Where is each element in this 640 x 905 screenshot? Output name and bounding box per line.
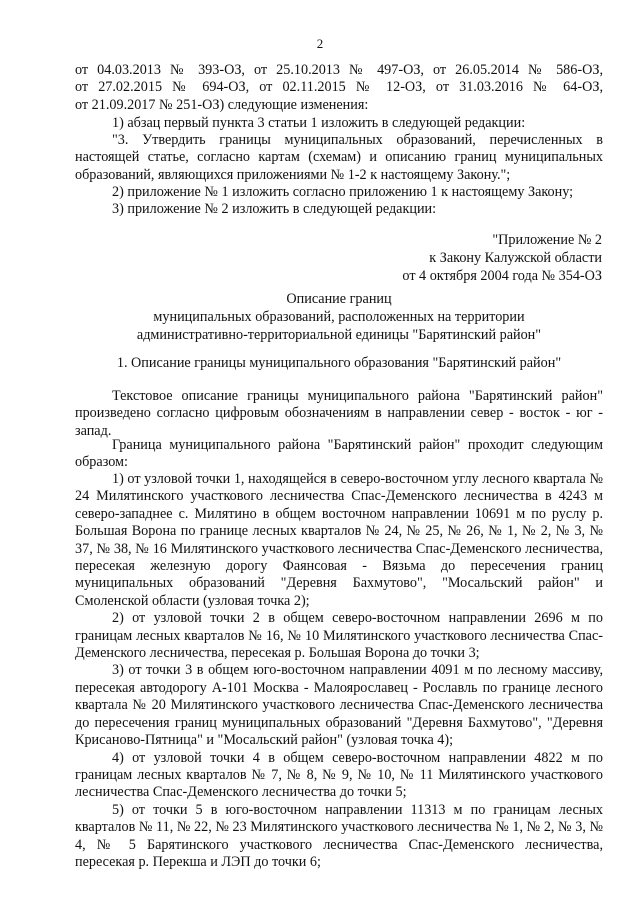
intro-line: от 21.09.2017 № 251-ОЗ) следующие изменения:: [75, 96, 369, 113]
item-3: 3) приложение № 2 изложить в следующей редакции:: [112, 201, 437, 217]
intro-line: от 27.02.2015 № 694-ОЗ, от 02.11.2015 № 12-ОЗ, от 31.03.2016 № 64-ОЗ,: [75, 79, 603, 96]
boundary-point: 2) от узловой точки 2 в общем северо-восточном направлении 2696 м по границам лесных кварталов № 16, № 10 Милятинского участкового лесничества Спас-Деменского лесничества, пересекая р. Большая Ворона до точки 3;: [75, 610, 603, 662]
appendix-line: от 4 октября 2004 года № 354-ОЗ: [402, 268, 602, 284]
title-line: муниципальных образований, расположенных на территории: [153, 309, 525, 325]
item-2: 2) приложение № 1 изложить согласно приложению 1 к настоящему Закону;: [112, 184, 574, 200]
boundary-point: 4) от узловой точки 4 в общем северо-восточном направлении 4822 м по границам лесных кварталов № 7, № 8, № 9, № 10, № 11 Милятинского участкового лесничества Спас-Деменского лесничества до точки 5;: [75, 749, 603, 801]
title-line: Описание границ: [286, 291, 392, 307]
boundary-intro-paragraph: Граница муниципального района "Барятинский район" проходит следующим образом:: [75, 437, 603, 471]
title-line: административно-территориальной единицы "Барятинский район": [136, 327, 542, 343]
appendix-line: "Приложение № 2: [492, 232, 602, 248]
amendment-intro: [75, 62, 603, 114]
page-number: 2: [316, 36, 324, 51]
item-1: 1) абзац первый пункта 3 статьи 1 изложить в следующей редакции:: [112, 115, 526, 131]
quoted-paragraph-3: "3. Утвердить границы муниципальных образований, перечисленных в настоящей статье, согласно картам (схемам) и описанию границ муниципальных образований, являющихся приложениями № 1-2 к настоящему Закону.";: [75, 132, 603, 183]
text-description-paragraph: Текстовое описание границы муниципального района "Барятинский район" произведено согласно цифровым обозначениям в направлении север - восток - юг - запад.: [75, 388, 603, 439]
document-title: [75, 290, 603, 344]
boundary-points: [75, 471, 603, 871]
boundary-point: 5) от точки 5 в юго-восточном направлении 11313 м по границам лесных кварталов № 11, № 22, № 23 Милятинского участкового лесничества № 1, № 2, № 3, № 4, № 5 Барятинского участкового лесничества Спас-Деменского лесничества, пересекая р. Перекша и ЛЭП до точки 6;: [75, 801, 603, 870]
section-heading: 1. Описание границы муниципального образования "Барятинский район": [116, 355, 562, 371]
appendix-line: к Закону Калужской области: [429, 250, 602, 266]
intro-line: от 04.03.2013 № 393-ОЗ, от 25.10.2013 № 497-ОЗ, от 26.05.2014 № 586-ОЗ,: [75, 62, 603, 78]
boundary-point: 3) от точки 3 в общем юго-восточном направлении 4091 м по лесному массиву, пересекая автодорогу А-101 Москва - Малоярославец - Рославль по границе лесного квартала № 20 Милятинского участкового лесничества Спас-Деменского лесничества до пересечения границ муниципальных образований "Деревня Бахмутово", "Деревня Крисаново-Пятница" и "Мосальский район" (узловая точка 4);: [75, 662, 603, 749]
boundary-point: 1) от узловой точки 1, находящейся в северо-восточном углу лесного квартала № 24 Милятинского участкового лесничества Спас-Деменского лесничества в 4243 м северо-западнее с. Милятино в общем восточном направлении 10691 м по руслу р. Большая Ворона по границе лесных кварталов № 24, № 25, № 26, № 1, № 2, № 3, № 37, № 38, № 16 Милятинского участкового лесничества Спас-Деменского лесничества, пересекая железную дорогу Фаянсовая - Вязьма до пересечения границ муниципальных образований "Деревня Бахмутово", "Мосальский район" и Смоленской области (узловая точка 2);: [75, 471, 603, 609]
appendix-header: [402, 231, 602, 285]
